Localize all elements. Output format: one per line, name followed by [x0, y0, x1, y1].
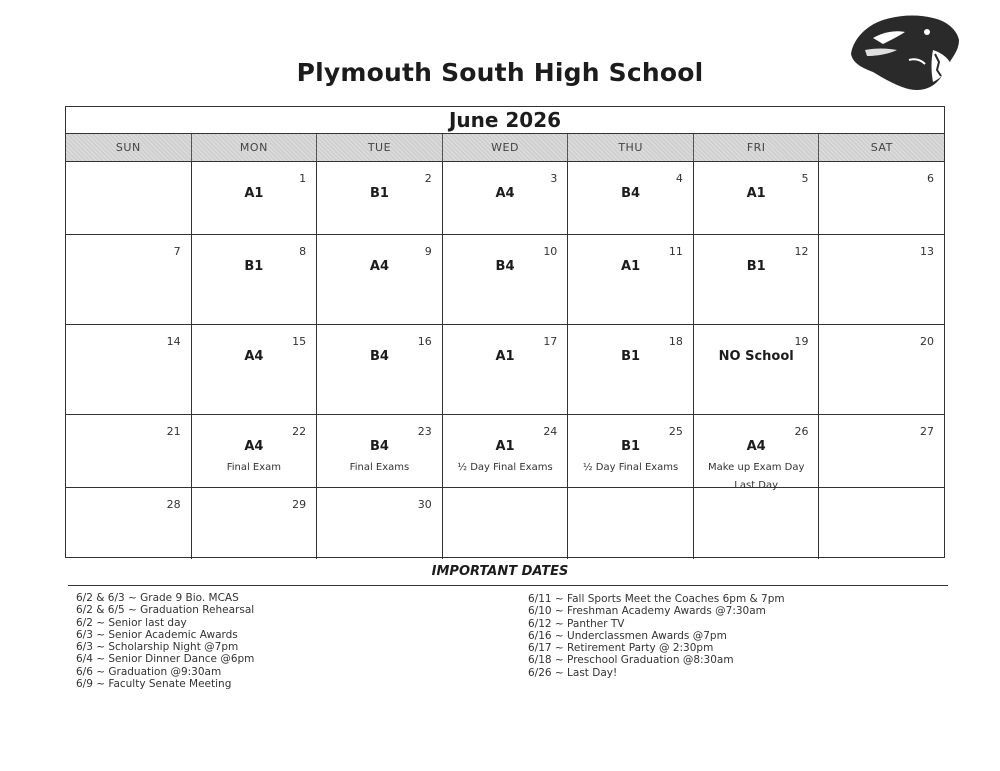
important-date-item: 6/12 ~ Panther TV	[528, 617, 625, 630]
calendar-week-row	[66, 325, 944, 415]
calendar-day-cell	[568, 235, 694, 324]
calendar-day-cell	[192, 162, 318, 234]
day-number: 2	[424, 172, 432, 185]
day-number: 8	[299, 245, 307, 258]
day-number: 28	[166, 498, 181, 511]
day-schedule-code: A4	[244, 439, 264, 454]
calendar-day-cell	[66, 162, 192, 234]
calendar-day-cell	[317, 488, 443, 559]
calendar-day-cell	[819, 235, 944, 324]
day-number: 3	[550, 172, 558, 185]
important-date-item: 6/11 ~ Fall Sports Meet the Coaches 6pm & 7pm	[528, 593, 785, 605]
day-schedule-code: B1	[621, 349, 641, 364]
important-date-item: 6/4 ~ Senior Dinner Dance @6pm	[76, 653, 255, 666]
important-dates-list-right	[528, 593, 785, 679]
month-title: June 2026	[66, 107, 944, 134]
panther-head-logo-icon	[843, 10, 963, 94]
important-date-item: 6/2 ~ Senior last day	[76, 616, 187, 629]
weekday-header: WED	[443, 134, 569, 161]
day-number: 29	[292, 498, 307, 511]
important-dates-title: IMPORTANT DATES	[431, 564, 569, 579]
day-schedule-code: B1	[369, 186, 389, 201]
important-dates-divider	[68, 585, 948, 586]
calendar-day-cell	[694, 488, 820, 559]
important-date-item: 6/2 & 6/5 ~ Graduation Rehearsal	[76, 604, 255, 617]
important-dates-list-left	[76, 592, 254, 690]
day-schedule-code: A1	[746, 186, 766, 201]
day-schedule-code: A1	[621, 259, 641, 274]
day-schedule-code: B1	[244, 259, 264, 274]
day-schedule-code: NO School	[718, 349, 794, 364]
calendar-week-row	[66, 488, 944, 559]
day-number: 16	[417, 335, 432, 348]
calendar-day-cell	[66, 325, 192, 414]
important-date-item: 6/3 ~ Scholarship Night @7pm	[76, 641, 239, 654]
day-schedule-code: B4	[621, 186, 641, 201]
day-number: 11	[668, 245, 683, 258]
day-schedule-code: B4	[495, 259, 515, 274]
calendar-day-cell	[192, 235, 318, 324]
day-number: 17	[543, 335, 558, 348]
day-schedule-code: A4	[495, 186, 515, 201]
important-date-item: 6/3 ~ Senior Academic Awards	[76, 628, 238, 641]
day-number: 30	[417, 498, 432, 511]
important-date-item: 6/17 ~ Retirement Party @ 2:30pm	[528, 642, 714, 655]
weekday-header: THU	[568, 134, 694, 161]
calendar-day-cell	[443, 235, 569, 324]
school-title: Plymouth South High School	[296, 58, 704, 87]
calendar-day-cell	[66, 235, 192, 324]
day-schedule-code: A4	[369, 259, 389, 274]
calendar-day-cell	[819, 325, 944, 414]
weekday-header: FRI	[694, 134, 820, 161]
weekday-header: MON	[192, 134, 318, 161]
calendar	[65, 106, 945, 558]
day-number: 7	[173, 245, 181, 258]
calendar-week-row	[66, 235, 944, 325]
day-schedule-code: A4	[746, 439, 766, 454]
calendar-day-cell	[443, 488, 569, 559]
calendar-day-cell	[694, 415, 820, 491]
day-number: 26	[794, 425, 809, 438]
calendar-day-cell	[192, 488, 318, 559]
calendar-day-cell	[694, 235, 820, 324]
day-number: 19	[794, 335, 809, 348]
day-schedule-code: A1	[495, 349, 515, 364]
calendar-grid	[66, 162, 944, 557]
day-number: 25	[668, 425, 683, 438]
calendar-day-cell	[443, 162, 569, 234]
day-number: 27	[920, 425, 935, 438]
day-note: ½ Day Final Exams	[582, 462, 679, 473]
important-date-item: 6/10 ~ Freshman Academy Awards @7:30am	[528, 605, 766, 618]
day-number: 4	[675, 172, 683, 185]
calendar-day-cell	[568, 415, 694, 487]
calendar-day-cell	[568, 488, 694, 559]
calendar-day-cell	[694, 325, 820, 414]
calendar-day-cell	[568, 162, 694, 234]
day-note: Final Exams	[349, 462, 410, 473]
day-number: 9	[424, 245, 432, 258]
calendar-week-row	[66, 415, 944, 491]
day-number: 22	[292, 425, 307, 438]
day-number: 15	[292, 335, 307, 348]
calendar-day-cell	[317, 162, 443, 234]
calendar-day-cell	[819, 488, 944, 559]
day-number: 5	[801, 172, 809, 185]
day-number: 13	[920, 245, 935, 258]
calendar-day-cell	[317, 235, 443, 324]
calendar-day-cell	[192, 325, 318, 414]
weekday-header: TUE	[317, 134, 443, 161]
day-number: 21	[166, 425, 181, 438]
day-schedule-code: A4	[244, 349, 264, 364]
calendar-day-cell	[192, 415, 318, 487]
day-schedule-code: B4	[369, 439, 389, 454]
day-note: ½ Day Final Exams	[457, 462, 553, 473]
calendar-day-cell	[317, 415, 443, 487]
day-number: 1	[299, 172, 307, 185]
weekday-header: SUN	[66, 134, 192, 161]
calendar-day-cell	[317, 325, 443, 414]
calendar-week-row	[66, 162, 944, 235]
calendar-day-cell	[66, 488, 192, 559]
important-date-item: 6/16 ~ Underclassmen Awards @7pm	[528, 629, 727, 642]
day-schedule-code: B4	[369, 349, 389, 364]
important-date-item: 6/26 ~ Last Day!	[528, 666, 618, 679]
day-number: 20	[920, 335, 935, 348]
day-number: 24	[543, 425, 558, 438]
day-number: 12	[794, 245, 809, 258]
day-number: 14	[166, 335, 181, 348]
calendar-day-cell	[568, 325, 694, 414]
day-number: 18	[668, 335, 683, 348]
day-note: Final Exam	[226, 462, 282, 473]
important-date-item: 6/2 & 6/3 ~ Grade 9 Bio. MCAS	[76, 592, 239, 604]
weekday-header: SAT	[819, 134, 944, 161]
day-schedule-code: B1	[621, 439, 641, 454]
day-schedule-code: B1	[746, 259, 766, 274]
important-date-item: 6/18 ~ Preschool Graduation @8:30am	[528, 654, 734, 667]
day-number: 6	[927, 172, 935, 185]
calendar-day-cell	[443, 325, 569, 414]
day-number: 10	[543, 245, 558, 258]
day-schedule-code: A1	[244, 186, 264, 201]
day-number: 23	[417, 425, 432, 438]
calendar-day-cell	[66, 415, 192, 487]
calendar-day-cell	[443, 415, 569, 487]
day-schedule-code: A1	[495, 439, 515, 454]
day-note: Make up Exam Day Last Day	[707, 462, 805, 491]
weekday-header-row	[66, 134, 944, 162]
important-date-item: 6/9 ~ Faculty Senate Meeting	[76, 678, 232, 691]
calendar-day-cell	[694, 162, 820, 234]
calendar-day-cell	[819, 415, 944, 487]
important-date-item: 6/6 ~ Graduation @9:30am	[76, 665, 222, 678]
calendar-day-cell	[819, 162, 944, 234]
